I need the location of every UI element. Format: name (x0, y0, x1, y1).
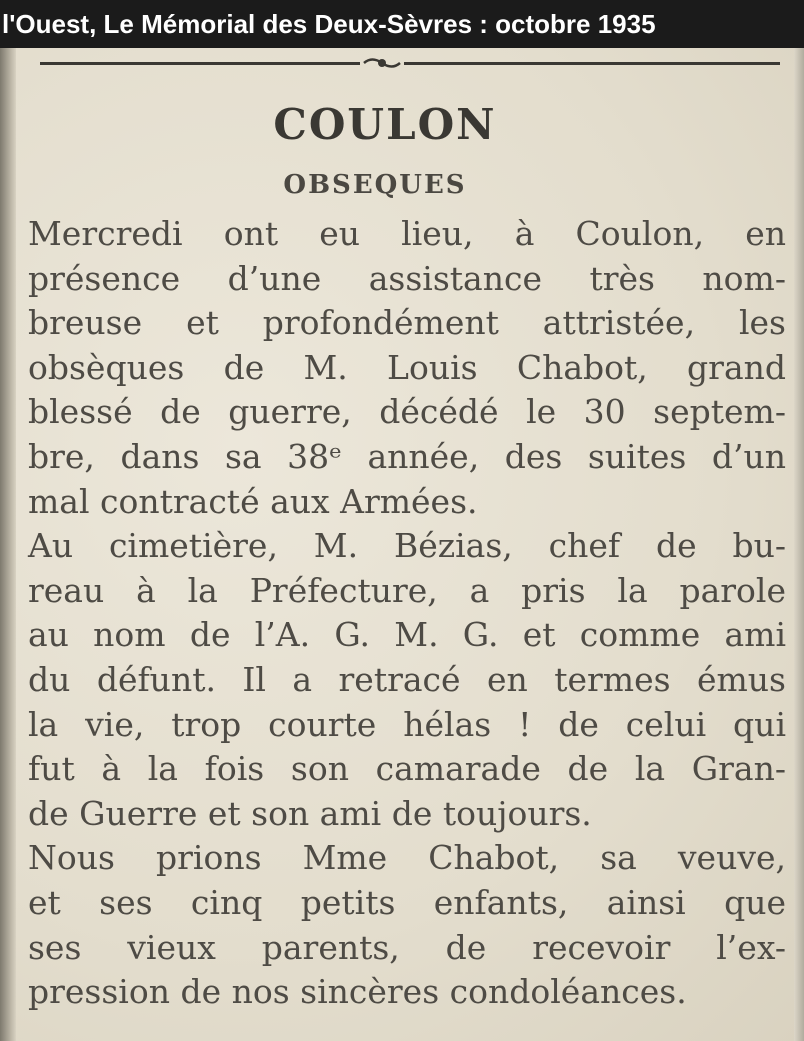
article-line: au nom de l’A. G. M. G. et comme ami (28, 615, 786, 655)
page-edge-right (794, 48, 804, 1041)
article-line: mal contracté aux Armées. (28, 481, 478, 521)
article-line: présence d’une assistance très nom- (28, 258, 786, 298)
header-caption: l'Ouest, Le Mémorial des Deux-Sèvres : octobre 1935 (0, 0, 804, 48)
article-line: breuse et profondément attristée, les (28, 303, 786, 343)
divider-rule-right (404, 62, 780, 65)
article-line: du défunt. Il a retracé en termes émus (28, 659, 786, 699)
article-line: reau à la Préfecture, a pris la parole (28, 570, 786, 610)
article-line: ses vieux parents, de recevoir l’ex- (28, 927, 786, 967)
divider-ornament-icon (362, 54, 402, 72)
article-line: fut à la fois son camarade de la Gran- (28, 749, 786, 789)
article-title: COULON (273, 100, 497, 149)
article-subtitle: OBSEQUES (283, 170, 467, 200)
article-line: obsèques de M. Louis Chabot, grand (28, 347, 786, 387)
article-line: la vie, trop courte hélas ! de celui qui (28, 704, 786, 744)
article-line: et ses cinq petits enfants, ainsi que (28, 882, 786, 922)
article-line: bre, dans sa 38ᵉ année, des suites d’un (28, 436, 786, 476)
article-line: pression de nos sincères condoléances. (28, 972, 687, 1012)
article-line: blessé de guerre, décédé le 30 septem- (28, 392, 786, 432)
article-line: Mercredi ont eu lieu, à Coulon, en (28, 214, 786, 253)
article-body (28, 212, 786, 1015)
article-line: Nous prions Mme Chabot, sa veuve, (28, 838, 786, 878)
article-line: de Guerre et son ami de toujours. (28, 793, 592, 833)
divider-rule-left (40, 62, 360, 65)
article-line: Au cimetière, M. Bézias, chef de bu- (28, 526, 786, 566)
newspaper-clipping (0, 48, 804, 1041)
